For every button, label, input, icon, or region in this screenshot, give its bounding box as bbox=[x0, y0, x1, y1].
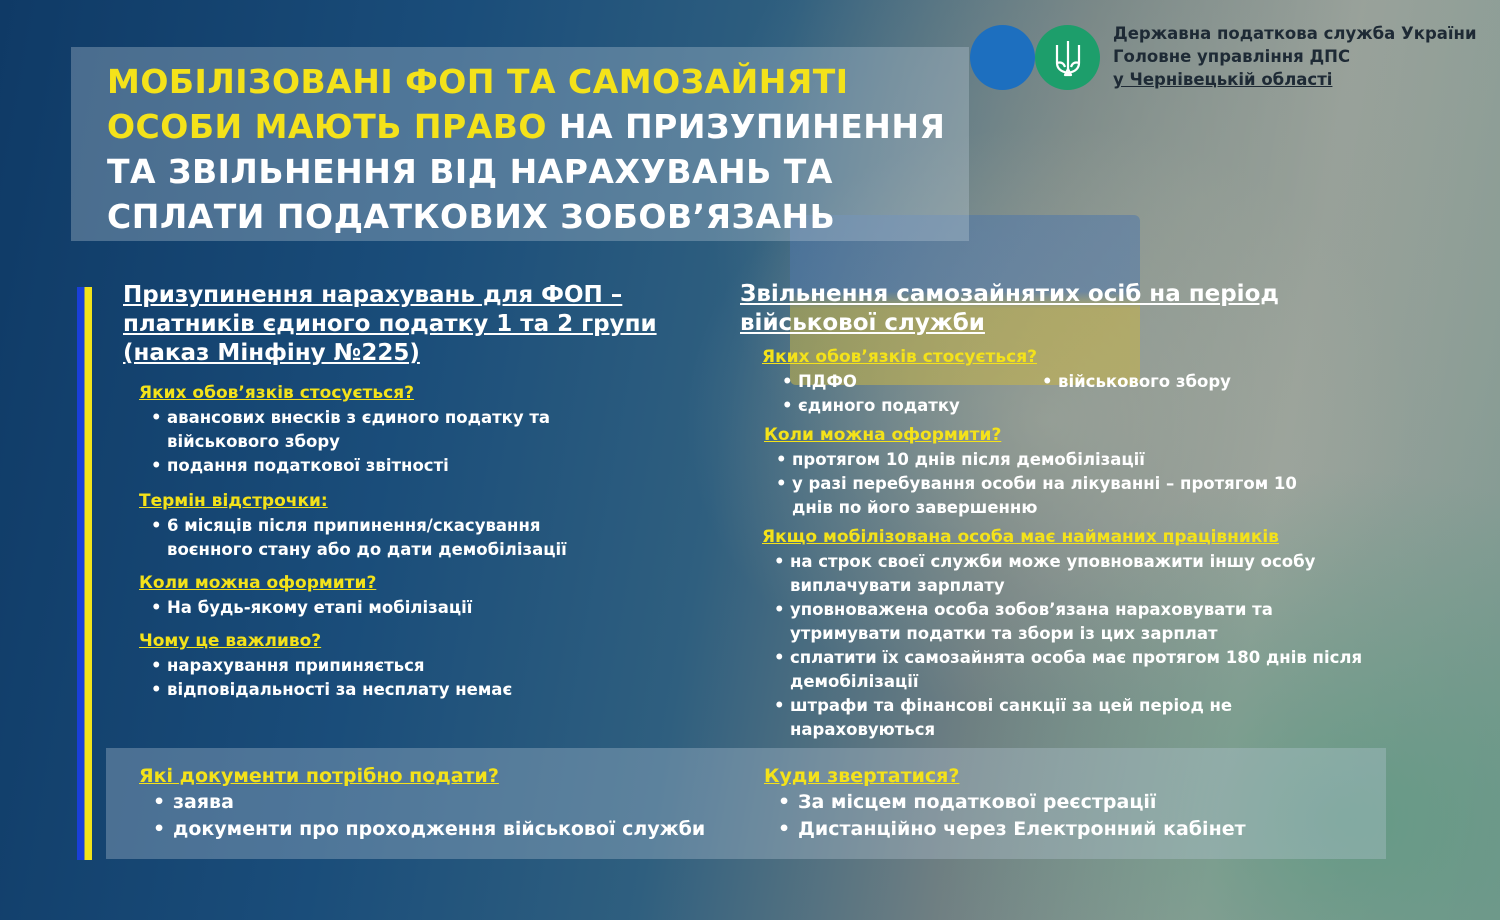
list-item: • На будь-якому етапі мобілізації bbox=[147, 596, 723, 620]
documents-section: Які документи потрібно подати? • заява • документи про проходження військової служби bbox=[139, 764, 759, 843]
list-item: • За місцем податкової реєстрації bbox=[774, 789, 1364, 816]
list-item: • єдиного податку bbox=[778, 394, 1030, 418]
left-section-when: Коли можна оформити? • На будь-якому етапі мобілізації bbox=[139, 572, 723, 620]
right-section-when: Коли можна оформити? • протягом 10 днів після демобілізації • у разі перебування особи на лікуванні – протягом 10 днів по його завершенню bbox=[764, 424, 1420, 520]
trident-icon bbox=[1053, 39, 1083, 77]
list-item: • нарахування припиняється bbox=[147, 654, 723, 678]
logo-green-circle bbox=[1035, 25, 1100, 90]
left-section-why: Чому це важливо? • нарахування припиняється • відповідальності за несплату немає bbox=[139, 630, 723, 702]
list-item: • уповноважена особа зобов’язана нараховувати та утримувати податки та збори із цих зарплат bbox=[770, 598, 1330, 646]
list-item: • відповідальності за несплату немає bbox=[147, 678, 723, 702]
right-section-employees: Якщо мобілізована особа має найманих працівників • на строк своєї служби може уповноважити іншу особу виплачувати зарплату • уповноважена особа зобов’язана нараховувати та утримувати податки та збори із цих зарплат • сплатити їх самозайнята особа має протягом 180 днів після демобілізації • штрафи та фінансові санкції за цей період не нараховуються bbox=[762, 526, 1420, 742]
list-item: • у разі перебування особи на лікуванні – протягом 10 днів по його завершенню bbox=[772, 472, 1332, 520]
list-item: • авансових внесків з єдиного податку та військового збору bbox=[147, 406, 577, 454]
page-title: МОБІЛІЗОВАНІ ФОП ТА САМОЗАЙНЯТІ ОСОБИ МАЮТЬ ПРАВО НА ПРИЗУПИНЕННЯ ТА ЗВІЛЬНЕННЯ ВІД НАРАХУВАНЬ ТА СПЛАТИ ПОДАТКОВИХ ЗОБОВ’ЯЗАНЬ bbox=[107, 62, 946, 236]
list-item: • заява bbox=[149, 789, 759, 816]
left-column bbox=[123, 281, 723, 702]
list-item: • 6 місяців після припинення/скасування воєнного стану або до дати демобілізації bbox=[147, 514, 607, 562]
left-heading: Призупинення нарахувань для ФОП – платників єдиного податку 1 та 2 групи (наказ Мінфіну №225) bbox=[123, 282, 657, 366]
list-item: • протягом 10 днів після демобілізації bbox=[772, 448, 1420, 472]
list-item: • ПДФО bbox=[778, 370, 1030, 394]
right-column bbox=[740, 280, 1420, 742]
right-section-obligations: Яких обов’язків стосується? • ПДФО • єдиного податку • військового збору bbox=[762, 346, 1420, 418]
list-item: • штрафи та фінансові санкції за цей період не нараховуються bbox=[770, 694, 1290, 742]
list-item: • військового збору bbox=[1038, 370, 1290, 394]
list-item: • Дистанційно через Електронний кабінет bbox=[774, 816, 1364, 843]
left-section-term: Термін відстрочки: • 6 місяців після припинення/скасування воєнного стану або до дати демобілізації bbox=[139, 490, 723, 562]
left-section-obligations: Яких обов’язків стосується? • авансових внесків з єдиного податку та військового збору • подання податкової звітності bbox=[139, 382, 723, 478]
list-item: • документи про проходження військової служби bbox=[149, 816, 759, 843]
list-item: • на строк своєї служби може уповноважити іншу особу виплачувати зарплату bbox=[770, 550, 1390, 598]
list-item: • подання податкової звітності bbox=[147, 454, 723, 478]
right-heading: Звільнення самозайнятих осіб на період військової служби bbox=[740, 281, 1279, 336]
bottom-panel bbox=[106, 748, 1386, 859]
list-item: • сплатити їх самозайнята особа має протягом 180 днів після демобілізації bbox=[770, 646, 1390, 694]
logo-blue-circle bbox=[970, 25, 1035, 90]
title-banner bbox=[71, 47, 969, 241]
flag-stripe bbox=[77, 287, 92, 860]
organization-info: Державна податкова служба України Головне управління ДПС у Чернівецькій області bbox=[1113, 24, 1477, 89]
contact-section: Куди звертатися? • За місцем податкової реєстрації • Дистанційно через Електронний кабінет bbox=[764, 764, 1364, 843]
